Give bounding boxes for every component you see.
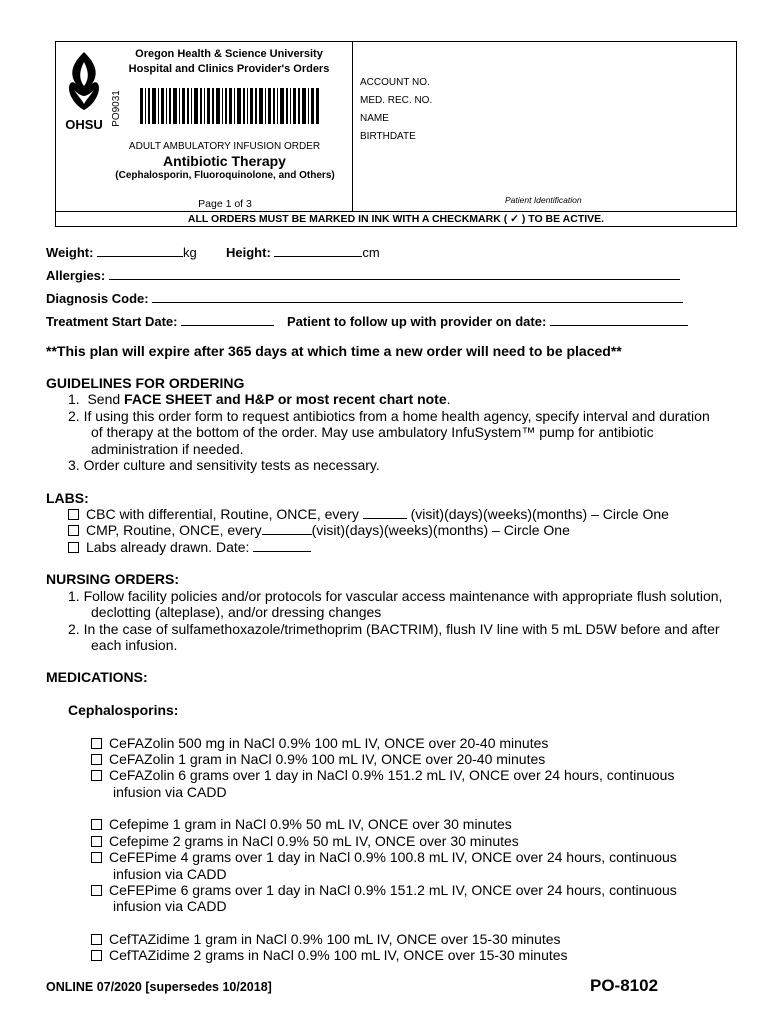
lab-text: Labs already drawn. Date: (86, 539, 250, 555)
header-divider (352, 41, 353, 211)
patient-id-field: BIRTHDATE (360, 131, 416, 142)
follow-up-label: Patient to follow up with provider on date: (287, 314, 547, 329)
order-subtitle: (Cephalosporin, Fluoroquinolone, and Others) (115, 170, 335, 181)
nursing-item-continued: declotting (alteplase), and/or dressing changes (91, 604, 382, 620)
header-divider (55, 211, 737, 212)
guideline-emphasis: FACE SHEET and H&P or most recent chart note (124, 391, 447, 407)
patient-id-caption: Patient Identification (505, 195, 582, 205)
form-version: ONLINE 07/2020 [supersedes 10/2018] (46, 980, 272, 994)
patient-id-field: MED. REC. NO. (360, 95, 433, 106)
height-label: Height: (226, 245, 271, 260)
allergies-input-line[interactable] (109, 267, 680, 280)
weight-unit: kg (183, 245, 197, 260)
nursing-item-continued: each infusion. (91, 637, 178, 653)
lab-text: CMP, Routine, ONCE, every (86, 522, 262, 538)
medication-text: Cefepime 2 grams in NaCl 0.9% 50 mL IV, ONCE over 30 minutes (109, 833, 519, 849)
checkbox[interactable] (91, 754, 102, 765)
medication-text: CeFAZolin 1 gram in NaCl 0.9% 100 mL IV, ONCE over 20-40 minutes (109, 751, 546, 767)
ink-notice: ALL ORDERS MUST BE MARKED IN INK WITH A CHECKMARK ( ✓ ) TO BE ACTIVE. (187, 213, 605, 225)
flame-emblem-icon (60, 50, 108, 114)
logo-text: OHSU (65, 117, 103, 132)
guideline-item-continued: administration if needed. (91, 441, 244, 457)
checkbox[interactable] (91, 770, 102, 781)
nursing-item: 1. Follow facility policies and/or protocols for vascular access maintenance with appropriate flush solution, (68, 588, 723, 604)
lab-option[interactable] (68, 539, 311, 556)
nursing-item: 2. In the case of sulfamethoxazole/trimethoprim (BACTRIM), flush IV line with 5 mL D5W before and after (68, 621, 720, 637)
page-indicator: Page 1 of 3 (198, 198, 252, 210)
medication-text: CeFAZolin 500 mg in NaCl 0.9% 100 mL IV, ONCE over 20-40 minutes (109, 735, 549, 751)
checkbox[interactable] (91, 950, 102, 961)
weight-input-line[interactable] (97, 244, 183, 257)
start-date-input-line[interactable] (181, 313, 274, 326)
checkbox[interactable] (91, 836, 102, 847)
order-type: ADULT AMBULATORY INFUSION ORDER (128, 141, 321, 152)
start-date-field[interactable] (46, 313, 274, 329)
guideline-text: . (446, 391, 451, 407)
diagnosis-input-line[interactable] (152, 290, 683, 303)
lab-text: CBC with differential, Routine, ONCE, every (86, 506, 359, 522)
medication-option[interactable] (91, 816, 512, 833)
labs-heading: LABS: (46, 490, 89, 506)
medication-text: CeFAZolin 6 grams over 1 day in NaCl 0.9% 151.2 mL IV, ONCE over 24 hours, continuous (109, 767, 675, 783)
expiry-notice: **This plan will expire after 365 days at which time a new order will need to be placed** (46, 343, 622, 359)
checkbox[interactable] (68, 509, 79, 520)
guidelines-heading: GUIDELINES FOR ORDERING (46, 375, 245, 391)
start-date-label: Treatment Start Date: (46, 314, 178, 329)
institution-subtitle: Hospital and Clinics Provider's Orders (128, 63, 330, 75)
patient-id-field: NAME (360, 113, 389, 124)
diagnosis-field[interactable] (46, 290, 683, 306)
weight-label: Weight: (46, 245, 94, 260)
follow-up-input-line[interactable] (550, 313, 688, 326)
checkbox[interactable] (91, 738, 102, 749)
checkbox[interactable] (91, 934, 102, 945)
form-number: PO-8102 (590, 976, 659, 995)
guideline-item: 3. Order culture and sensitivity tests as necessary. (68, 457, 380, 473)
allergies-label: Allergies: (46, 268, 106, 283)
medication-option[interactable] (91, 735, 548, 752)
medication-text: CeFEPime 4 grams over 1 day in NaCl 0.9% 100.8 mL IV, ONCE over 24 hours, continuous (109, 849, 677, 865)
cephalosporins-subheading: Cephalosporins: (68, 702, 179, 718)
medication-text-continued: infusion via CADD (113, 784, 227, 800)
checkbox[interactable] (68, 542, 79, 553)
guideline-item-continued: of therapy at the bottom of the order. May use ambulatory InfuSystem™ pump for antibiotic (91, 424, 654, 440)
date-input-line[interactable] (253, 539, 311, 552)
guideline-text: 1. Send (68, 391, 125, 407)
patient-id-field: ACCOUNT NO. (360, 77, 430, 88)
barcode (140, 88, 320, 124)
weight-field[interactable] (46, 244, 197, 260)
medication-option[interactable] (91, 833, 519, 850)
guideline-item: 2. If using this order form to request antibiotics from a home health agency, specify interval and duration (68, 408, 710, 424)
checkbox[interactable] (91, 852, 102, 863)
barcode-icon (140, 88, 320, 124)
guideline-item (68, 391, 451, 408)
lab-text: (visit)(days)(weeks)(months) – Circle One (410, 506, 669, 522)
medication-option[interactable] (91, 767, 674, 784)
medication-option[interactable] (91, 751, 545, 768)
lab-option[interactable] (68, 522, 570, 539)
checkbox[interactable] (68, 525, 79, 536)
checkbox[interactable] (91, 819, 102, 830)
follow-up-field[interactable] (287, 313, 688, 329)
institution-name: Oregon Health & Science University (135, 48, 323, 60)
medication-text: Cefepime 1 gram in NaCl 0.9% 50 mL IV, ONCE over 30 minutes (109, 816, 512, 832)
medication-text: CeFEPime 6 grams over 1 day in NaCl 0.9% 151.2 mL IV, ONCE over 24 hours, continuous (109, 882, 677, 898)
form-code-vertical: PO9031 (110, 90, 122, 127)
nursing-heading: NURSING ORDERS: (46, 571, 180, 587)
medication-text-continued: infusion via CADD (113, 866, 227, 882)
height-field[interactable] (226, 244, 380, 260)
medication-text: CefTAZidime 1 gram in NaCl 0.9% 100 mL IV, ONCE over 15-30 minutes (109, 931, 561, 947)
height-input-line[interactable] (274, 244, 362, 257)
interval-input-line[interactable] (262, 522, 312, 535)
medications-heading: MEDICATIONS: (46, 669, 148, 685)
allergies-field[interactable] (46, 267, 680, 283)
ohsu-logo (60, 50, 108, 130)
order-title: Antibiotic Therapy (163, 153, 286, 169)
medication-option[interactable] (91, 931, 561, 948)
medication-option[interactable] (91, 849, 677, 866)
checkbox[interactable] (91, 885, 102, 896)
medication-option[interactable] (91, 882, 677, 899)
interval-input-line[interactable] (363, 506, 407, 519)
medication-text-continued: infusion via CADD (113, 898, 227, 914)
lab-option[interactable] (68, 506, 669, 523)
medication-text: CefTAZidime 2 grams in NaCl 0.9% 100 mL IV, ONCE over 15-30 minutes (109, 947, 568, 963)
height-unit: cm (362, 245, 380, 260)
medication-option[interactable] (91, 947, 568, 964)
lab-text: (visit)(days)(weeks)(months) – Circle One (311, 522, 570, 538)
diagnosis-label: Diagnosis Code: (46, 291, 149, 306)
